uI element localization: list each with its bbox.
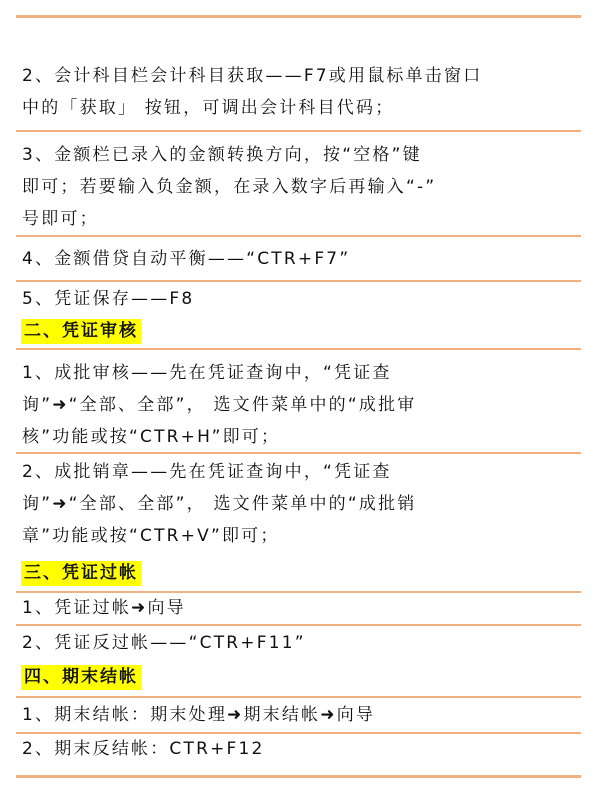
item-3-amount-direction (22, 139, 577, 235)
section-heading-voucher-posting: 三、凭证过帐 (21, 561, 141, 586)
line: 中的「获取」 按钮，可调出会计科目代码； (22, 98, 395, 118)
divider (16, 235, 581, 237)
top-divider (16, 15, 581, 18)
item-4-auto-balance (22, 243, 577, 275)
item-batch-review (22, 357, 577, 453)
line: 2、成批销章——先在凭证查询中，“凭证查 (22, 462, 392, 482)
line: 1、成批审核——先在凭证查询中，“凭证查 (22, 363, 392, 383)
divider (16, 348, 581, 350)
line: 5、凭证保存——F8 (22, 289, 195, 309)
line: 2、凭证反过帐——“CTR+F11” (22, 633, 306, 653)
line: 即可；若要输入负金额，在录入数字后再输入“-” (22, 177, 437, 197)
divider (16, 624, 581, 626)
line: 4、金额借贷自动平衡——“CTR+F7” (22, 249, 351, 269)
item-5-save (22, 283, 577, 315)
line: 询”➜“全部、全部”， 选文件菜单中的“成批审 (22, 395, 417, 415)
line: 1、凭证过帐➜向导 (22, 598, 186, 618)
item-period-close (22, 699, 577, 731)
line: 2、会计科目栏会计科目获取——F7或用鼠标单击窗口 (22, 66, 483, 86)
divider (16, 280, 581, 282)
divider (16, 130, 581, 132)
item-period-reopen (22, 733, 577, 765)
item-2-account-code (22, 60, 577, 124)
line: 询”➜“全部、全部”， 选文件菜单中的“成批销 (22, 494, 417, 514)
divider (16, 452, 581, 454)
line: 3、金额栏已录入的金额转换方向，按“空格”键 (22, 145, 422, 165)
item-unposting (22, 627, 577, 659)
line: 号即可； (22, 209, 99, 229)
section-heading-period-close: 四、期末结帐 (21, 665, 141, 690)
line: 1、期末结帐：期末处理➜期末结帐➜向导 (22, 705, 376, 725)
line: 2、期末反结帐：CTR+F12 (22, 739, 265, 759)
item-batch-stamp (22, 456, 577, 552)
item-posting (22, 592, 577, 624)
bottom-divider (16, 775, 581, 778)
section-heading-voucher-review: 二、凭证审核 (21, 319, 141, 344)
line: 章”功能或按“CTR+V”即可； (22, 526, 280, 546)
line: 核”功能或按“CTR+H”即可； (22, 427, 281, 447)
divider (16, 696, 581, 698)
